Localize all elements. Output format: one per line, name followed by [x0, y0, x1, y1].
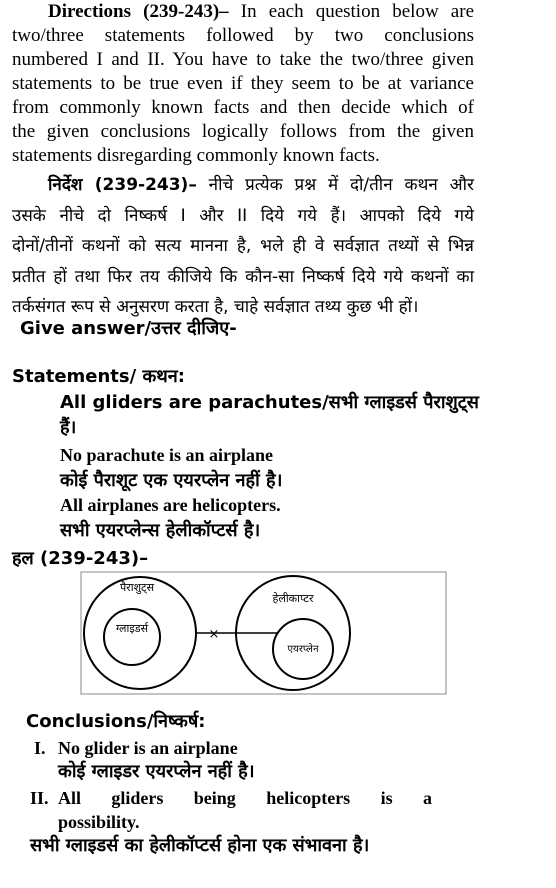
gliders-label: ग्लाइडर्स [115, 622, 149, 635]
conclusion-2-english-line-2: possibility. [58, 812, 140, 832]
directions-hi-label: निर्देश (239-243)– [48, 175, 197, 195]
directions-english [12, 0, 474, 168]
directions-hi-line-1: निर्देश (239-243)– नीचे प्रत्येक प्रश्न में दो/तीन कथन और [48, 175, 474, 195]
directions-en-line-5: from commonly known facts and then decide which of [12, 97, 474, 118]
statement-1-text: All gliders are parachutes/सभी ग्लाइडर्स पैराशुट्स [60, 392, 479, 413]
conclusion-2-english-line-1: All gliders being helicopters is a [58, 788, 432, 808]
statement-2-hindi: कोई पैराशूट एक एयरप्लेन नहीं है। [60, 470, 283, 491]
directions-hi-line-3: दोनों/तीनों कथनों को सत्य मानना है, भले ही वे सर्वज्ञात तथ्यों से भिन्न [12, 236, 474, 256]
helicopters-label: हेलीकाप्टर [272, 592, 314, 605]
directions-hindi [12, 170, 474, 323]
directions-en-line-1: Directions (239-243)– In each question below are [48, 1, 474, 22]
statement-3 [60, 493, 281, 543]
directions-en-line-7: statements disregarding commonly known facts. [12, 145, 380, 166]
conclusion-1-english: No glider is an airplane [58, 738, 238, 758]
solution-heading: हल (239-243)– [12, 548, 149, 569]
directions-en-line-2: two/three statements followed by two conclusions [12, 25, 474, 46]
conclusion-2-hindi: सभी ग्लाइडर्स का हेलीकॉप्टर्स होना एक संभावना है। [30, 835, 370, 856]
statement-3-hindi: सभी एयरप्लेन्स हेलीकॉप्टर्स है। [60, 520, 261, 541]
give-answer: Give answer/उत्तर दीजिए- [20, 318, 237, 339]
gliders-circle [104, 609, 160, 665]
cross-mark: × [208, 627, 220, 642]
airplanes-label: एयरप्लेन [287, 644, 319, 655]
statement-2 [60, 443, 282, 493]
parachutes-label: पैराशुट्स [119, 581, 155, 594]
directions-en-label: Directions (239-243)– [48, 1, 229, 22]
statements-heading: Statements/ कथन: [12, 366, 185, 387]
directions-en-line-6: the given conclusions logically follows from the given [12, 121, 474, 142]
statement-2-english: No parachute is an airplane [60, 445, 274, 465]
directions-hi-line-5: तर्कसंगत रूप से अनुसरण करता है, चाहे सर्वज्ञात तथ्य कुछ भी हों। [12, 297, 419, 317]
conclusion-1-hindi: कोई ग्लाइडर एयरप्लेन नहीं है। [58, 761, 255, 782]
statement-1 [60, 390, 479, 440]
directions-hi-line-2: उसके नीचे दो निष्कर्ष I और II दिये गये हैं। आपको दिये गये [12, 205, 474, 226]
statement-1-text-cont: हैं। [60, 417, 77, 438]
conclusion-2-number: II. [30, 788, 49, 808]
venn-diagram [80, 571, 447, 696]
directions-en-line-3: numbered I and II. You have to take the two/three given [12, 49, 474, 70]
directions-en-line-4: statements to be true even if they seem to be at variance [12, 73, 474, 94]
directions-hi-line-4: प्रतीत हों तथा फिर तय कीजिये कि कौन-सा निष्कर्ष दिये गये कथनों का [12, 266, 474, 287]
conclusions-heading: Conclusions/निष्कर्ष: [26, 711, 206, 732]
conclusion-1-number: I. [34, 738, 46, 758]
statement-3-english: All airplanes are helicopters. [60, 495, 281, 515]
